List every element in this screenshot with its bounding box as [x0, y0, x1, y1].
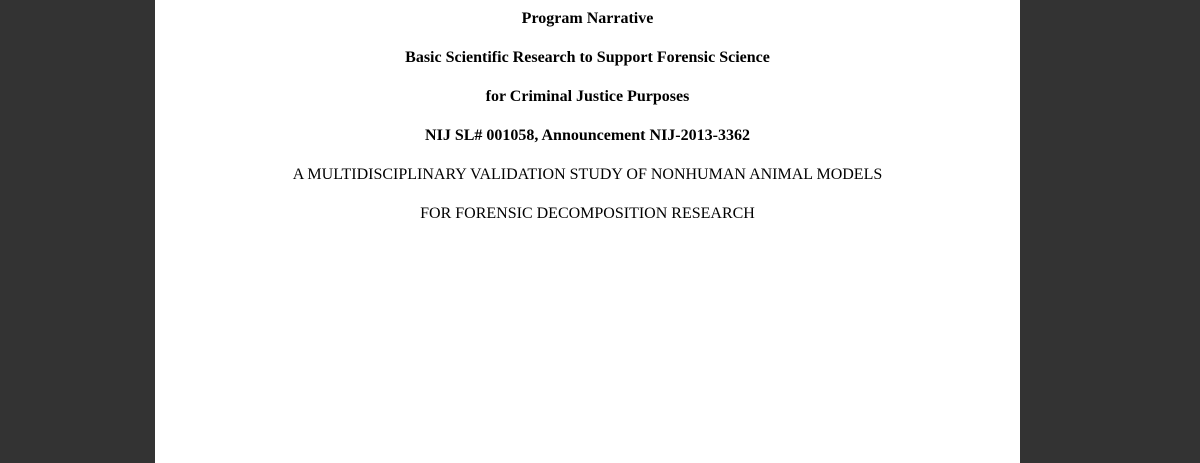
- program-subtitle-line: for Criminal Justice Purposes: [485, 88, 690, 105]
- announcement-number: NIJ SL# 001058, Announcement NIJ-2013-3362: [425, 127, 750, 144]
- program-title-line: Basic Scientific Research to Support Forensic Science: [405, 49, 770, 66]
- program-narrative-heading: Program Narrative: [521, 10, 654, 27]
- study-title-line-2: FOR FORENSIC DECOMPOSITION RESEARCH: [420, 205, 755, 222]
- study-title-line-1: A MULTIDISCIPLINARY VALIDATION STUDY OF NONHUMAN ANIMAL MODELS: [292, 166, 883, 183]
- document-page: [155, 0, 1020, 463]
